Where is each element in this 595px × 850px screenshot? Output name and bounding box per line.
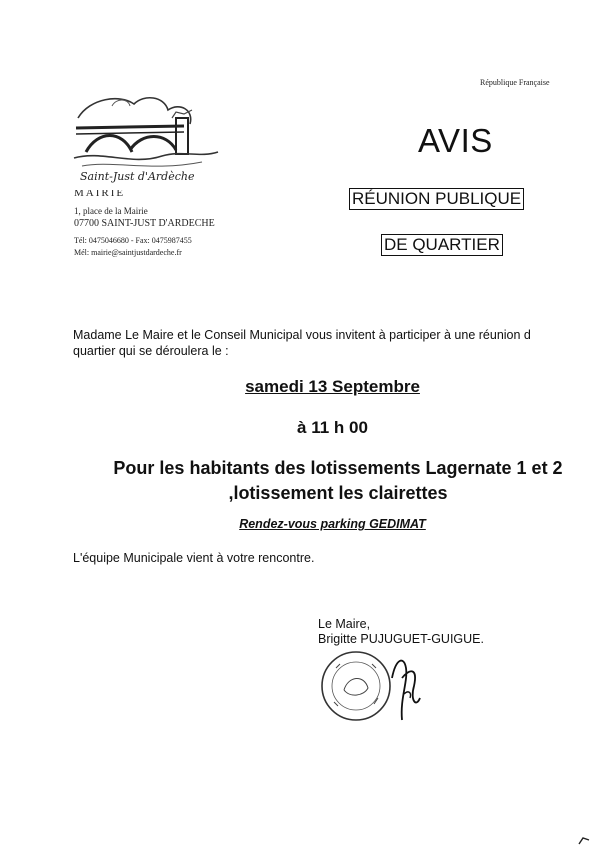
- email-line: Mél: mairie@saintjustdardeche.fr: [74, 248, 182, 257]
- signature-name: Brigitte PUJUGUET-GUIGUE.: [318, 632, 484, 646]
- target-residents: Pour les habitants des lotissements Lagernate 1 et 2 ,lotissement les clairettes: [113, 458, 563, 503]
- bridge-logo-icon: [72, 92, 220, 172]
- logo-text: Saint-Just d'Ardèche: [80, 170, 195, 183]
- republique-francaise-label: République Française: [480, 78, 550, 87]
- official-stamp-signature: [318, 638, 438, 728]
- scan-mark: [578, 832, 590, 850]
- meeting-time: à 11 h 00: [297, 418, 368, 437]
- equipe-line: L'équipe Municipale vient à votre rencontre.: [73, 551, 315, 565]
- signature-title: Le Maire,: [318, 617, 371, 631]
- meeting-date: samedi 13 Septembre: [245, 377, 420, 396]
- phone-fax: Tél: 0475046680 - Fax: 0475987455: [74, 236, 192, 245]
- avis-heading: AVIS: [418, 122, 493, 159]
- title-reunion-publique: RÉUNION PUBLIQUE: [349, 188, 524, 210]
- meeting-location: Rendez-vous parking GEDIMAT: [239, 517, 426, 531]
- intro-paragraph: Madame Le Maire et le Conseil Municipal vous invitent à participer à une réunion d quartier qui se déroulera le :: [73, 328, 531, 358]
- address-line-2: 07700 SAINT-JUST D'ARDECHE: [74, 218, 215, 229]
- title-de-quartier: DE QUARTIER: [381, 234, 503, 256]
- mairie-heading: MAIRIE: [74, 190, 126, 198]
- address-line-1: 1, place de la Mairie: [74, 206, 148, 216]
